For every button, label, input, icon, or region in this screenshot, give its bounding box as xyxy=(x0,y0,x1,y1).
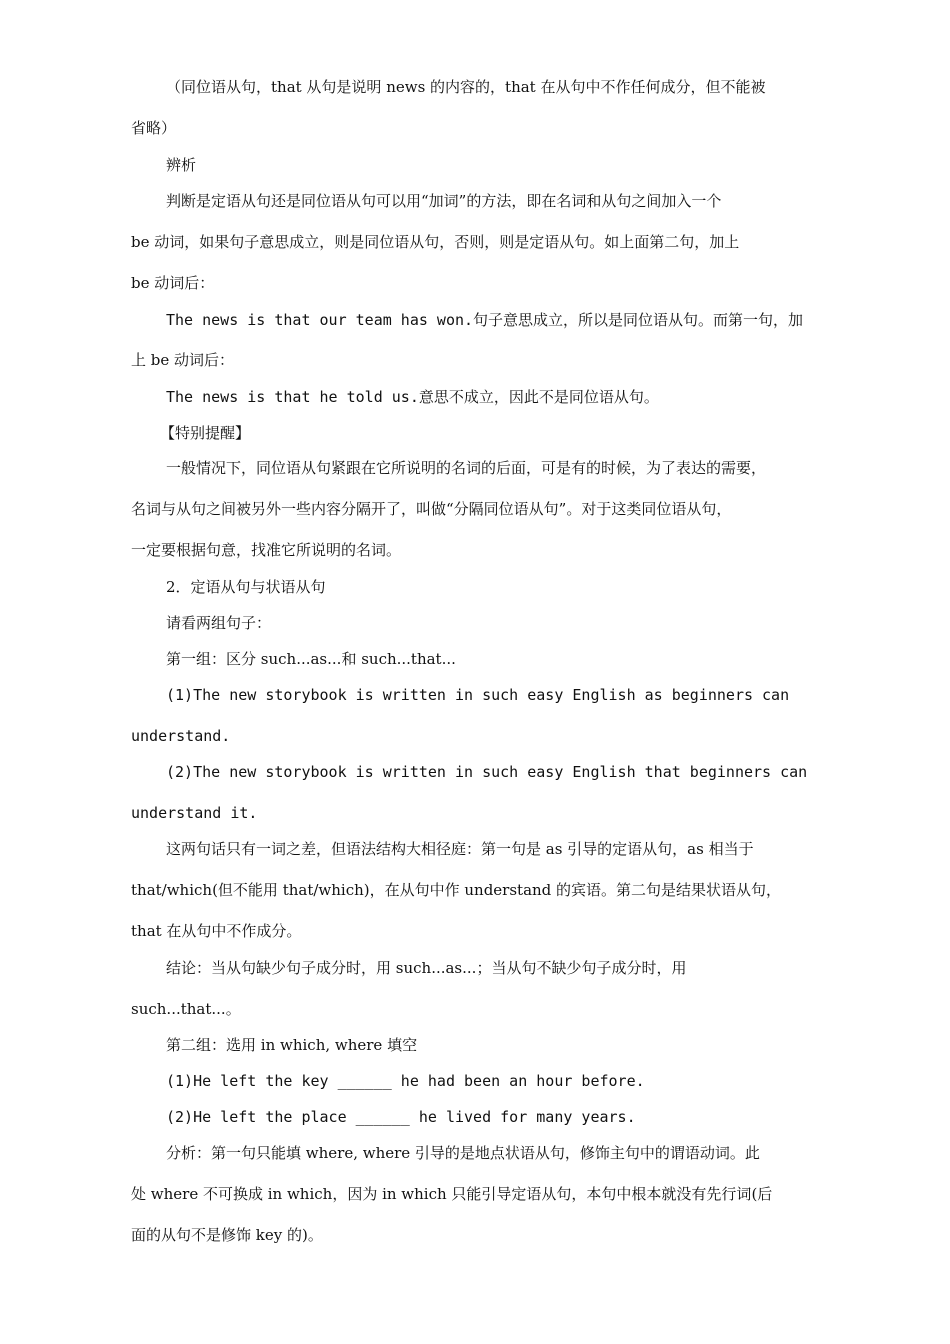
paragraph-line: 处 where 不可换成 in which，因为 in which 只能引导定语从句，本句中根本就没有先行词(后 xyxy=(131,1185,773,1203)
example-sentence: understand. xyxy=(131,727,231,745)
paragraph-line: 名词与从句之间被另外一些内容分隔开了，叫做“分隔同位语从句”。对于这类同位语从句， xyxy=(131,500,732,518)
paragraph-line: that/which(但不能用 that/which)，在从句中作 understand 的宾语。第二句是结果状语从句， xyxy=(131,881,782,899)
paragraph-line: 一般情况下，同位语从句紧跟在它所说明的名词的后面，可是有的时候，为了表达的需要， xyxy=(166,459,767,477)
paragraph-line: 第二组：选用 in which, where 填空 xyxy=(166,1036,418,1054)
paragraph-line: 一定要根据句意，找准它所说明的名词。 xyxy=(131,541,402,559)
paragraph-line: 判断是定语从句还是同位语从句可以用“加词”的方法，即在名词和从句之间加入一个 xyxy=(166,192,722,210)
section-heading: 辨析 xyxy=(166,156,197,174)
example-sentence: (1)He left the key ______ he had been an hour before. xyxy=(166,1072,645,1090)
paragraph-line: be 动词，如果句子意思成立，则是同位语从句，否则，则是定语从句。如上面第二句，加上 xyxy=(131,233,740,251)
section-heading: 2．定语从句与状语从句 xyxy=(166,578,326,596)
example-sentence: (1)The new storybook is written in such easy English as beginners can xyxy=(166,686,790,704)
paragraph-line: 第一组：区分 such...as...和 such...that... xyxy=(166,650,456,668)
paragraph-line: 面的从句不是修饰 key 的)。 xyxy=(131,1226,323,1244)
example-sentence: The news is that our team has won.句子意思成立，所以是同位语从句。而第一句，加 xyxy=(166,311,804,329)
paragraph-line: 分析：第一句只能填 where, where 引导的是地点状语从句，修饰主句中的谓语动词。此 xyxy=(166,1144,760,1162)
paragraph-line: 请看两组句子： xyxy=(166,614,272,632)
example-sentence: (2)He left the place ______ he lived for many years. xyxy=(166,1108,636,1126)
example-sentence: The news is that he told us.意思不成立，因此不是同位语从句。 xyxy=(166,388,659,406)
example-sentence: (2)The new storybook is written in such easy English that beginners can xyxy=(166,763,808,781)
paragraph-line: 这两句话只有一词之差，但语法结构大相径庭：第一句是 as 引导的定语从句，as 相当于 xyxy=(166,840,754,858)
paragraph-line: 结论：当从句缺少句子成分时，用 such...as...；当从句不缺少句子成分时，用 xyxy=(166,959,687,977)
callout-heading: 【特别提醒】 xyxy=(160,424,251,442)
paragraph-line: 省略） xyxy=(131,119,177,137)
paragraph-line: （同位语从句，that 从句是说明 news 的内容的，that 在从句中不作任何成分，但不能被 xyxy=(166,78,766,96)
paragraph-line: such...that...。 xyxy=(131,1000,241,1018)
example-sentence: understand it. xyxy=(131,804,258,822)
paragraph-line: 上 be 动词后： xyxy=(131,351,235,369)
paragraph-line: that 在从句中不作成分。 xyxy=(131,922,302,940)
paragraph-line: be 动词后： xyxy=(131,274,215,292)
